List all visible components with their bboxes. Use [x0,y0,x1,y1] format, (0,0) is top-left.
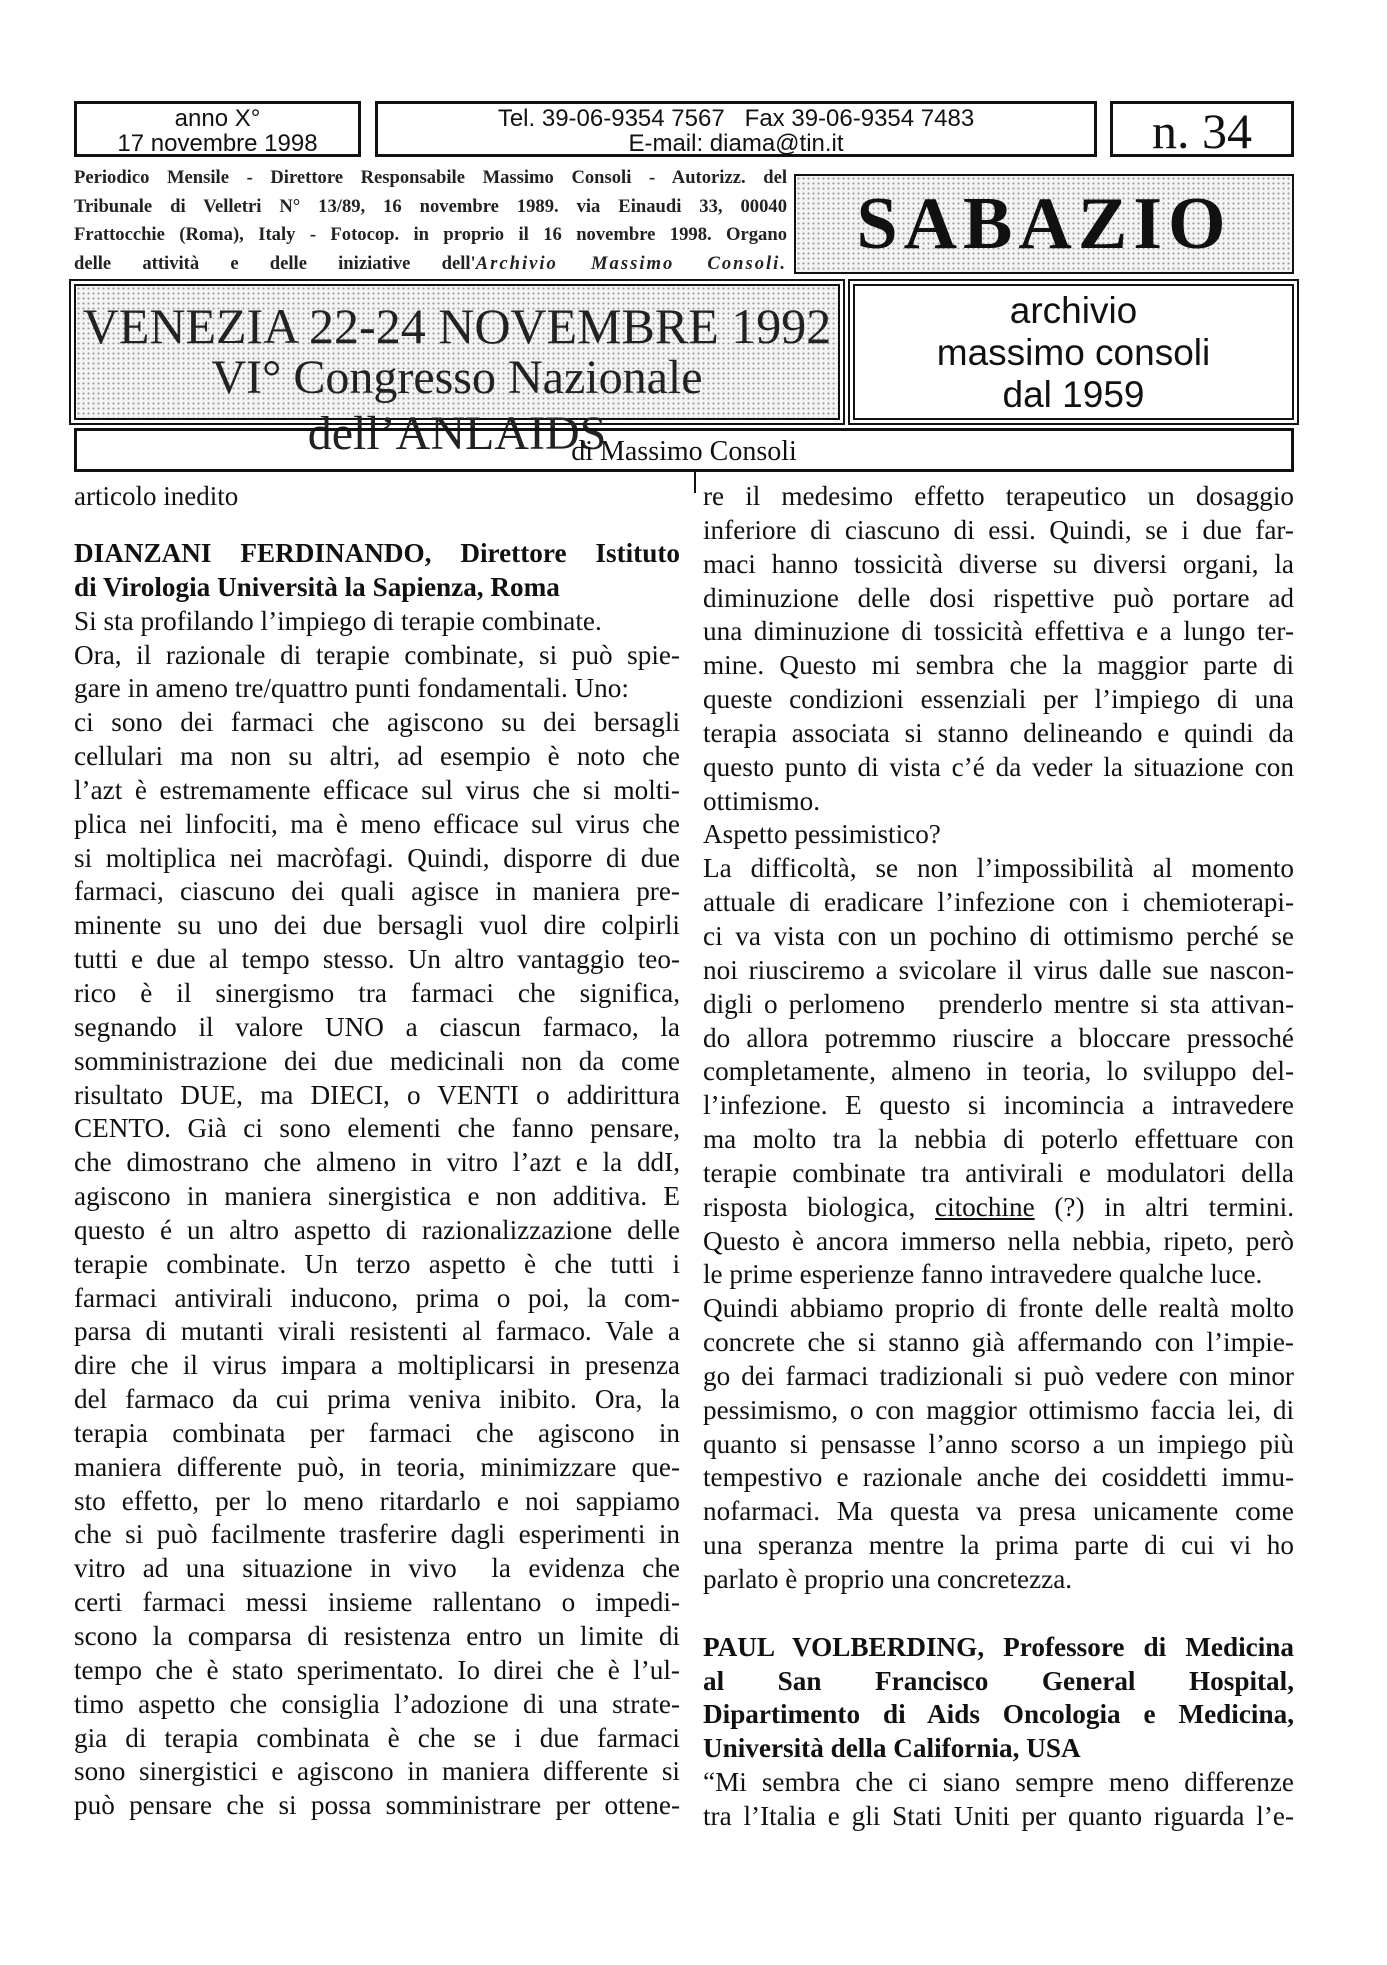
banner-title: VENEZIA 22-24 NOVEMBRE 1992 [82,298,832,354]
left-heading [74,537,680,605]
article-line: una diminuzione di tossicità effettiva e a lungo ter- [703,616,1294,647]
article-line: vitro ad una situazione in vivo la evidenza che [74,1553,680,1584]
article-line: segnando il valore UNO a ciascun farmaco, la [74,1011,680,1042]
article-line: sono sinergistici e agiscono in maniera differente si [74,1756,680,1787]
article-line: si moltiplica nei macròfagi. Quindi, disporre di due [74,842,680,873]
right-body-part-c [703,1766,1294,1834]
heading-line: al San Francisco General Hospital, [703,1665,1294,1696]
article-line: digli o perlomeno prenderlo mentre si sta attivan- [703,988,1294,1019]
article-line: farmaci antivirali inducono, prima o poi, la com- [74,1282,680,1313]
article-line: inferiore di ciascuno di essi. Quindi, se i due far- [703,514,1294,545]
article-line: questo punto di vista c’é da veder la situazione con [703,751,1294,782]
article-line: dire che il virus impara a moltiplicarsi in presenza [74,1350,680,1381]
article-line: ottimismo. [703,785,821,816]
article-line: cellulari ma non su altri, ad esempio è noto che [74,741,680,772]
article-line: diminuzione delle dosi rispettive può portare ad [703,582,1294,613]
article-line: Questo è ancora immerso nella nebbia, ripeto, però [703,1225,1294,1256]
banner-subtitle: VI° Congresso Nazionale dell’ANLAIDS [211,351,703,460]
colophon-line: Frattocchie (Roma), Italy - Fotocop. in proprio il 16 novembre 1998. Organo [74,224,787,245]
article-line: tempestivo e razionale anche dei cosiddetti immu- [703,1462,1294,1493]
article-line: timo aspetto che consiglia l’adozione di una strate- [74,1688,680,1719]
article-line: Si sta profilando l’impiego di terapie combinate. [74,605,602,636]
article-line: che si può facilmente trasferire dagli esperimenti in [74,1519,680,1550]
article-line: terapia associata si stanno delineando e quindi da [703,717,1294,748]
article-line: del farmaco da cui prima veniva inibito. Ora, la [74,1384,680,1415]
right-body-part-a [703,480,1294,1191]
logo-box [794,174,1294,274]
article-line: pessimismo, o con maggior ottimismo faccia lei, di [703,1394,1294,1425]
issue-number-box [1110,101,1294,157]
article-line: completamente, almeno in teoria, lo sviluppo del- [703,1056,1294,1087]
article-tag: articolo inedito [74,481,239,511]
article-line: rico è il sinergismo tra farmaci che significa, [74,977,680,1008]
colophon-archive-name: Archivio Massimo Consoli. [475,252,787,274]
article-line: go dei farmaci tradizionali si può vedere con minor [703,1360,1294,1391]
article-line: gia di terapia combinata è che se i due farmaci [74,1722,680,1753]
colophon [74,164,787,278]
article-line: minente su uno dei due bersagli vuol dire colpirli [74,910,680,941]
logo-sabazio: SABAZIO [856,183,1232,265]
colophon-line: Tribunale di Velletri N° 13/89, 16 novembre 1989. via Einaudi 33, 00040 [74,195,787,217]
right-column [703,480,1294,1834]
heading-line: PAUL VOLBERDING, Professore di Medicina [703,1631,1294,1662]
article-line: mine. Questo mi sembra che la maggior parte di [703,650,1294,681]
article-line: agiscono in maniera sinergistica e non additiva. E [74,1181,680,1212]
article-line: La difficoltà, se non l’impossibilità al momento [703,853,1294,884]
article-line: attuale di eradicare l’infezione con i chemioterapi- [703,887,1294,918]
article-line: Aspetto pessimistico? [703,819,941,850]
article-line: re il medesimo effetto terapeutico un dosaggio [703,481,1294,511]
right-body-part-b [703,1225,1294,1597]
article-line: gare in ameno tre/quattro punti fondamentali. Uno: [74,673,629,704]
article-line: terapia combinata per farmaci che agiscono in [74,1417,680,1448]
issue-date: 17 novembre 1998 [117,130,318,157]
article-line: tempo che è stato sperimentato. Io direi che è l’ul- [74,1654,680,1685]
issue-date-box [74,101,361,157]
article-line: le prime esperienze fanno intravedere qualche luce. [703,1259,1263,1290]
article-line: una speranza mentre la prima parte di cui vi ho [703,1530,1294,1561]
article-line: maniera differente può, in teoria, minimizzare que- [74,1451,680,1482]
article-line: “Mi sembra che ci siano sempre meno differenze [703,1767,1294,1798]
article-line [703,1191,1294,1225]
heading-line: Università della California, USA [703,1733,1081,1764]
article-line: parsa di mutanti virali resistenti al farmaco. Vale a [74,1316,680,1347]
issue-year: anno X° [174,105,261,132]
article-line: parlato è proprio una concretezza. [703,1564,1073,1594]
cytokine-word: citochine [935,1191,1035,1222]
article-line-text: (?) in altri termini. [1034,1191,1294,1222]
article-line: tra l’Italia e gli Stati Uniti per quanto riguarda l’e- [703,1800,1294,1831]
article-line: sto effetto, per lo meno ritardarlo e noi sappiamo [74,1485,680,1516]
heading-line: Dipartimento di Aids Oncologia e Medicina, [703,1699,1294,1730]
right-heading [703,1631,1294,1766]
byline: di Massimo Consoli [571,436,797,467]
archive-line: archivio [1009,290,1138,331]
heading-line: DIANZANI FERDINANDO, Direttore Istituto [74,538,680,568]
article-line: scono la comparsa di resistenza entro un limite di [74,1621,680,1651]
article-line: tutti e due al tempo stesso. Un altro vantaggio teo- [74,944,680,975]
article-line: CENTO. Già ci sono elementi che fanno pensare, [74,1113,680,1144]
contact-box [375,101,1097,157]
archive-line: massimo consoli [936,332,1211,373]
left-column [74,537,680,1823]
article-line: terapie combinate. Un terzo aspetto è che tutti i [74,1248,680,1279]
heading-line: di Virologia Università la Sapienza, Roma [74,571,560,602]
article-line: terapie combinate tra antivirali e modulatori della [703,1157,1294,1188]
article-line: plica nei linfociti, ma è meno efficace sul virus che [74,808,680,839]
article-line: Quindi abbiamo proprio di fronte delle realtà molto [703,1293,1294,1324]
contact-email: E-mail: diama@tin.it [628,130,844,157]
archive-line: dal 1959 [1002,374,1145,415]
article-line: ma molto tra la nebbia di poterlo effettuare con [703,1124,1294,1155]
article-line: l’infezione. E questo si incomincia a intravedere [703,1090,1294,1121]
article-line-text: risposta biologica, [703,1191,935,1222]
article-line: somministrazione dei due medicinali non da come [74,1045,680,1076]
archive-box [853,284,1294,420]
article-line: questo é un altro aspetto di razionalizzazione delle [74,1214,680,1245]
article-line: quanto si pensasse l’anno scorso a un impiego più [703,1428,1294,1459]
article-line: l’azt è estremamente efficace sul virus che si molti- [74,774,680,805]
article-line: noi riusciremo a svicolare il virus dalle sue nascon- [703,954,1294,985]
contact-phone-fax: Tel. 39-06-9354 7567 Fax 39-06-9354 7483 [497,105,975,132]
article-line: può pensare che si possa somministrare per ottene- [74,1790,680,1821]
article-line: certi farmaci messi insieme rallentano o impedi- [74,1587,680,1618]
article-line: risultato DUE, ma DIECI, o VENTI o addirittura [74,1079,680,1110]
article-line: queste condizioni essenziali per l’impiego di una [703,684,1294,715]
colophon-line [74,250,787,279]
colophon-line-text: delle attività e delle iniziative dell' [74,252,476,274]
article-line: Ora, il razionale di terapie combinate, si può spie- [74,639,680,670]
column-divider [694,469,696,493]
article-line: ci sono dei farmaci che agiscono su dei bersagli [74,707,680,738]
article-line: do allora potremmo riuscire a bloccare pressoché [703,1022,1294,1053]
article-line: nofarmaci. Ma questa va presa unicamente come [703,1496,1294,1527]
article-line: ci va vista con un pochino di ottimismo perché se [703,920,1294,951]
colophon-line: Periodico Mensile - Direttore Responsabile Massimo Consoli - Autorizz. del [74,167,787,188]
issue-number: n. 34 [1152,103,1252,159]
left-body [74,605,680,1823]
article-line: che dimostrano che almeno in vitro l’azt e la ddI, [74,1147,680,1178]
byline-bar [74,428,1294,472]
article-line: farmaci, ciascuno dei quali agisce in maniera pre- [74,876,680,907]
article-line: concrete che si stanno già affermando con l’impie- [703,1327,1294,1358]
article-line: maci hanno tossicità diverse su diversi organi, la [703,548,1294,579]
